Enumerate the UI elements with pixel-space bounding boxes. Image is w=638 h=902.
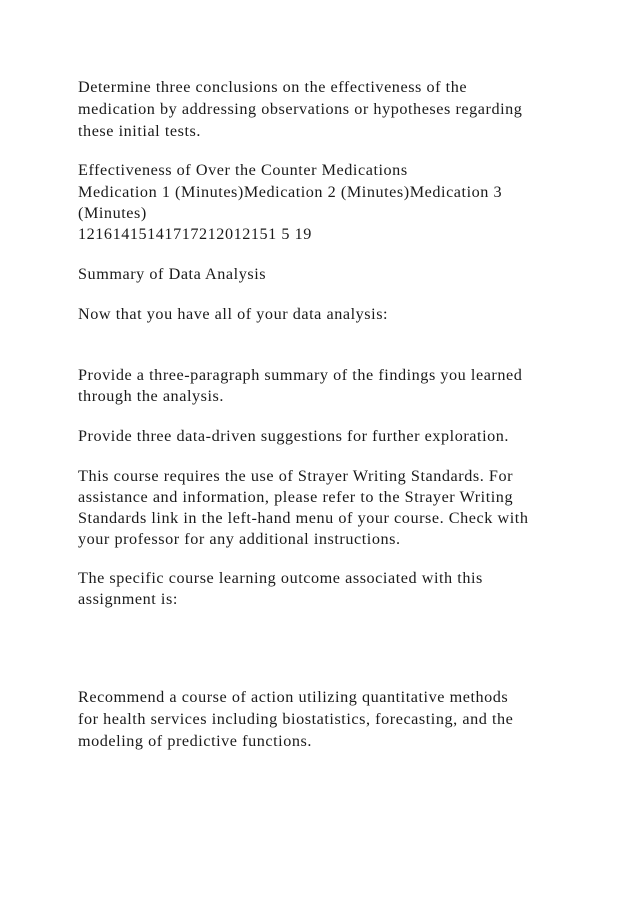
- outcome-line-2: assignment is:: [78, 590, 178, 608]
- standards-line-2: assistance and information, please refer to the Strayer Writing: [78, 488, 514, 506]
- recommend-line-2: for health services including biostatistics, forecasting, and the: [78, 710, 514, 728]
- table-header-line-1: Medication 1 (Minutes)Medication 2 (Minutes)Medication 3: [78, 183, 503, 201]
- summary-intro: Now that you have all of your data analysis:: [78, 305, 389, 323]
- summary-line-2: through the analysis.: [78, 387, 224, 405]
- summary-heading: Summary of Data Analysis: [78, 265, 267, 283]
- standards-line-1: This course requires the use of Strayer Writing Standards. For: [78, 467, 514, 485]
- standards-line-3: Standards link in the left-hand menu of your course. Check with: [78, 509, 529, 527]
- recommend-line-1: Recommend a course of action utilizing quantitative methods: [78, 688, 509, 706]
- outcome-line-1: The specific course learning outcome associated with this: [78, 569, 483, 587]
- suggestions-line: Provide three data-driven suggestions for further exploration.: [78, 427, 510, 445]
- table-values: 12161415141717212012151 5 19: [78, 225, 312, 243]
- summary-line-1: Provide a three-paragraph summary of the findings you learned: [78, 366, 523, 384]
- recommend-line-3: modeling of predictive functions.: [78, 732, 312, 750]
- intro-line-2: medication by addressing observations or hypotheses regarding: [78, 100, 523, 118]
- table-title: Effectiveness of Over the Counter Medications: [78, 161, 408, 179]
- intro-line-1: Determine three conclusions on the effectiveness of the: [78, 78, 468, 96]
- standards-line-4: your professor for any additional instructions.: [78, 530, 401, 548]
- intro-line-3: these initial tests.: [78, 122, 201, 140]
- table-header-line-2: (Minutes): [78, 204, 147, 222]
